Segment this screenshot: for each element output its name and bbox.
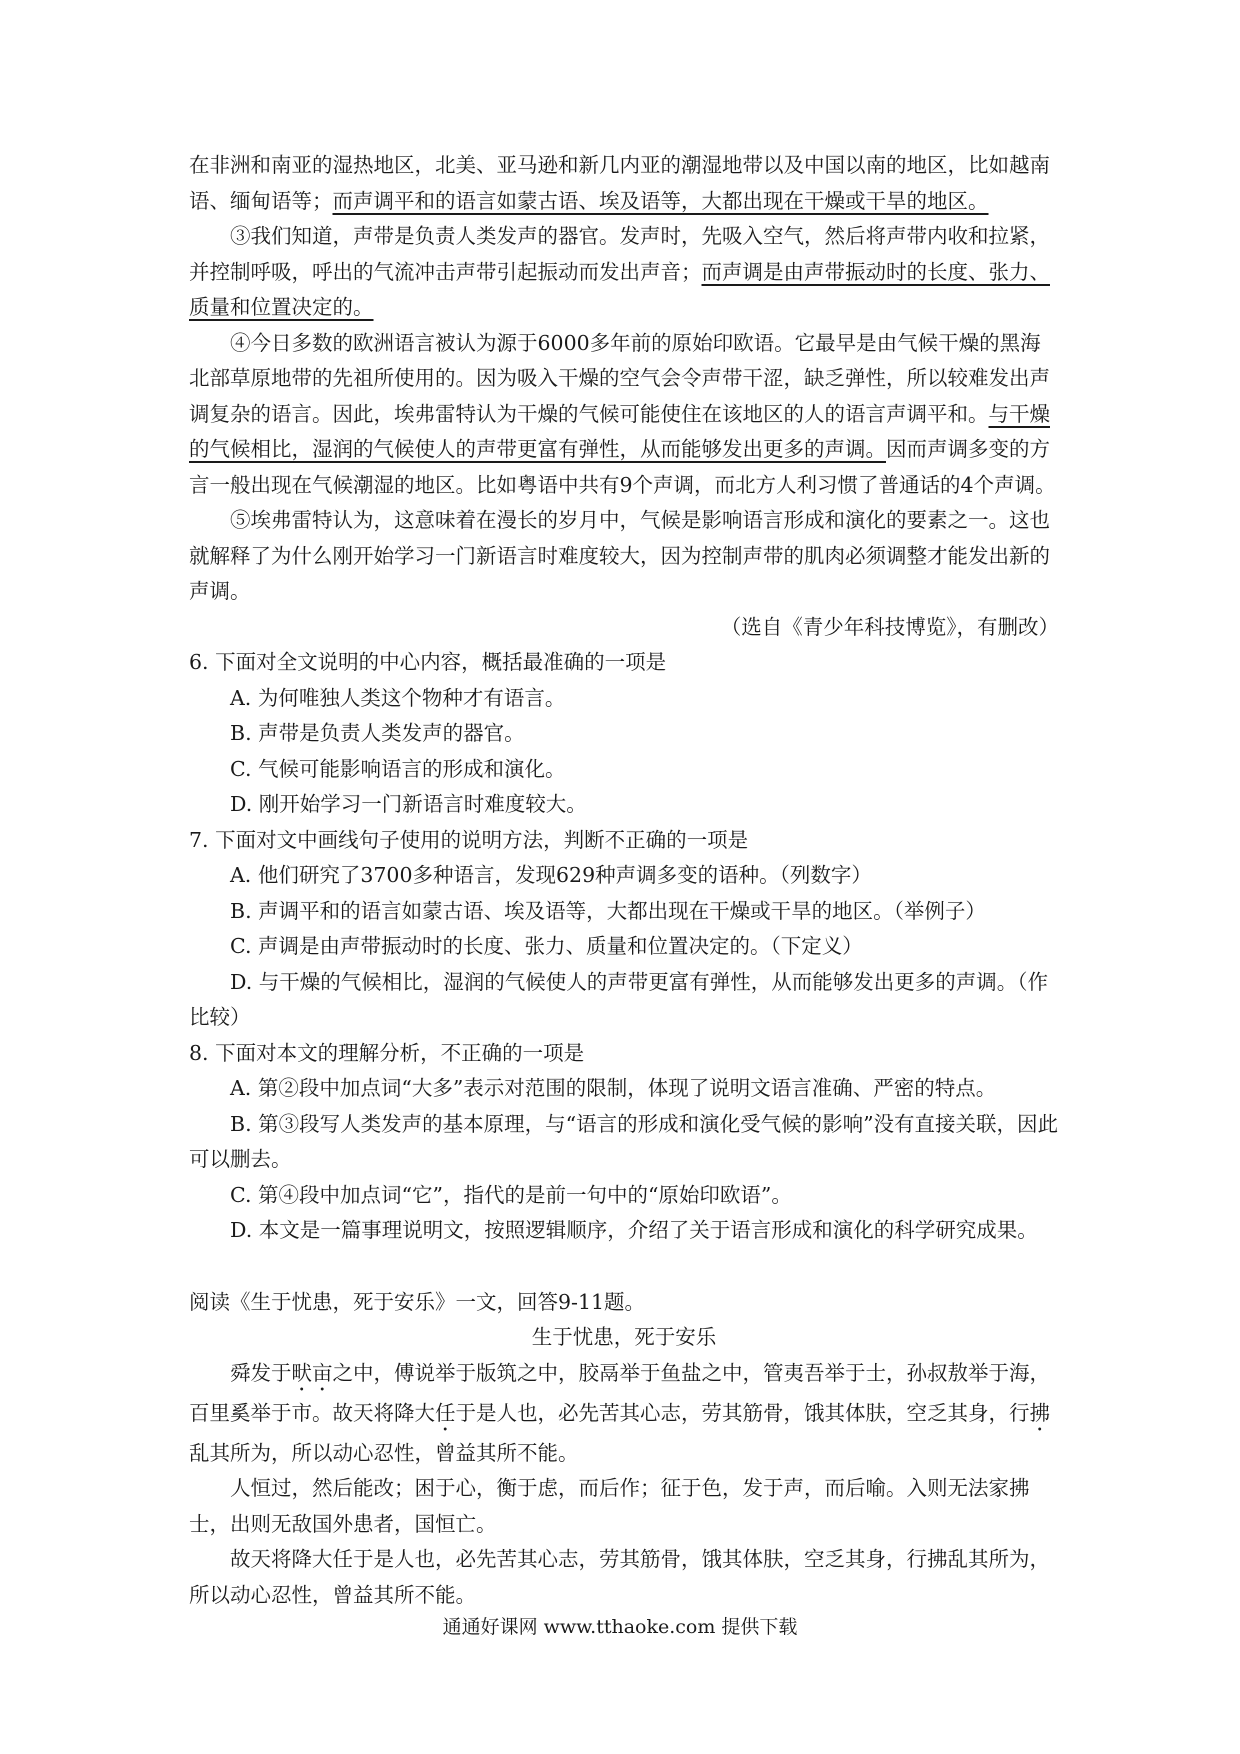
passage-paragraph-2-tail — [189, 148, 1059, 219]
passage-paragraph-5: ⑤埃弗雷特认为，这意味着在漫长的岁月中，气候是影响语言形成和演化的要素之一。这也就解释了为什么刚开始学习一门新语言时难度较大，因为控制声带的肌肉必须调整才能发出新的声调。 — [189, 508, 1050, 603]
option-d: D. 刚开始学习一门新语言时难度较大。 — [230, 792, 587, 816]
document-page — [189, 148, 1059, 1613]
source-citation: （选自《青少年科技博览》，有删改） — [720, 614, 1059, 639]
paragraph-text: 乱其所为，所以动心忍性，曾益其所不能。 — [189, 1440, 579, 1465]
paragraph-text: 在非洲和南亚的湿热地区，北美、亚马逊和新几内亚的潮湿地带以及中国以南的地区，比如越南语、缅甸语等； — [189, 153, 1050, 213]
classical-paragraph-3: 故天将降大任于是人也，必先苦其心志，劳其筋骨，饿其体肤，空乏其身，行拂乱其所为，所以动心忍性，曾益其所不能。 — [189, 1547, 1050, 1607]
option-c: C. 气候可能影响语言的形成和演化。 — [230, 756, 566, 781]
option-b: B. 声调平和的语言如蒙古语、埃及语等，大都出现在干燥或干旱的地区。（举例子） — [230, 898, 986, 923]
underlined-sentence: 而声调是由声带振动时的长度、张力、质量和位置决定的。 — [189, 259, 1050, 319]
question-8 — [189, 1036, 1059, 1249]
section-gap — [189, 1249, 1059, 1285]
option-d: D. 与干燥的气候相比，湿润的气候使人的声带更富有弹性，从而能够发出更多的声调。（作比较） — [189, 969, 1048, 1029]
option-d: D. 本文是一篇事理说明文，按照逻辑顺序，介绍了关于语言形成和演化的科学研究成果。 — [230, 1218, 1038, 1242]
dotted-word-it: 它 — [794, 330, 816, 355]
option-b: B. 第③段写人类发声的基本原理，与“语言的形成和演化受气候的影响”没有直接关联，因此可以删去。 — [189, 1111, 1059, 1171]
dotted-word: 任 — [435, 1400, 456, 1425]
paragraph-text: 最早是由气候干燥的黑海北部草原地带的先祖所使用的。因为吸入干燥的空气会令声带干涩，缺乏弹性，所以较难发出声调复杂的语言。因此，埃弗雷特认为干燥的气候可能使住在该地区的人的语言声调平和。 — [189, 330, 1050, 426]
question-stem: 6. 下面对全文说明的中心内容，概括最准确的一项是 — [189, 650, 667, 674]
question-stem: 8. 下面对本文的理解分析，不正确的一项是 — [189, 1040, 585, 1065]
option-b: B. 声带是负责人类发声的器官。 — [230, 721, 525, 745]
option-a: A. 为何唯独人类这个物种才有语言。 — [230, 685, 566, 710]
underlined-sentence: 与干燥的气候相比，湿润的气候使人的声带更富有弹性，从而能够发出更多的声调。 — [189, 401, 1050, 461]
classical-paragraph-1 — [189, 1356, 1059, 1472]
option-c: C. 第④段中加点词“它”，指代的是前一句中的“原始印欧语”。 — [230, 1182, 792, 1207]
classical-text-title: 生于忧患，死于安乐 — [531, 1325, 717, 1349]
passage-paragraph-3 — [189, 219, 1059, 326]
question-stem: 7. 下面对文中画线句子使用的说明方法，判断不正确的一项是 — [189, 827, 749, 852]
option-a: A. 第②段中加点词“大多”表示对范围的限制，体现了说明文语言准确、严密的特点。 — [230, 1076, 997, 1100]
dotted-word: 畎亩 — [291, 1360, 333, 1385]
underlined-sentence: 而声调平和的语言如蒙古语、埃及语等，大都出现在干燥或干旱的地区。 — [332, 188, 989, 213]
paragraph-text: 之中，傅说举于版筑之中，胶鬲举于鱼盐之中，管夷吾举于士，孙叔敖举于海，百里奚举于市。故天将降大 — [189, 1360, 1050, 1425]
paragraph-text: ④今日多数的欧洲语言被认为源于6000多年前的原始印欧语。 — [230, 330, 795, 355]
paragraph-text: ③我们知道，声带是负责人类发声的器官。发声时，先吸入空气，然后将声带内收和拉紧，并控制呼吸，呼出的气流冲击声带引起振动而发出声音； — [189, 224, 1050, 284]
option-c: C. 声调是由声带振动时的长度、张力、质量和位置决定的。（下定义） — [230, 934, 863, 958]
option-a: A. 他们研究了3700多种语言，发现629种声调多变的语种。（列数字） — [230, 863, 872, 887]
paragraph-text: 舜发于 — [230, 1360, 292, 1385]
dotted-word: 拂 — [1029, 1400, 1050, 1425]
paragraph-text: 因而声调多变的方言一般出现在气候潮湿的地区。比如粤语中共有9个声调，而北方人利习惯了普通话的4个声调。 — [189, 437, 1056, 497]
page-footer: 通通好课网 www.tthaoke.com 提供下载 — [442, 1616, 798, 1638]
passage-paragraph-4 — [189, 326, 1059, 504]
question-7 — [189, 823, 1059, 1036]
paragraph-text: 于是人也，必先苦其心志，劳其筋骨，饿其体肤，空乏其身，行 — [455, 1400, 1030, 1425]
classical-paragraph-2: 人恒过，然后能改；困于心，衡于虑，而后作；征于色，发于声，而后喻。入则无法家拂士，出则无敌国外患者，国恒亡。 — [189, 1476, 1030, 1536]
reading-intro: 阅读《生于忧患，死于安乐》一文，回答9-11题。 — [189, 1289, 646, 1314]
question-6 — [189, 645, 1059, 823]
